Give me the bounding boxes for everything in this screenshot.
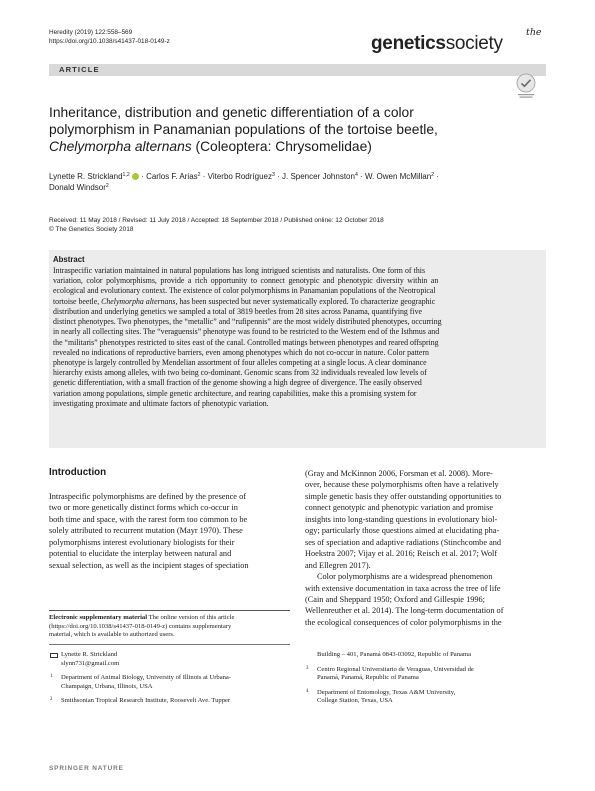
abstract-line: genetic differentiation, with a small fraction of the genome showing a high degree of divergence. The easily observed xyxy=(53,378,422,388)
body-line: potential to elucidate the interplay between natural and xyxy=(49,549,232,559)
author-affil-marker: 1,2 xyxy=(122,172,130,178)
body-line: polymorphisms interest evolutionary biologists for their xyxy=(49,537,235,547)
author-separator: · xyxy=(200,172,208,181)
abstract-line: the “militaris” phenotypes restricted to sites east of the canal. Controlled matings between phenotypes and reared offspring xyxy=(53,337,439,347)
abstract-line: ecological and evolutionary context. The existence of color polymorphisms in Panamanian populations of the Neotropical xyxy=(53,286,436,296)
body-line: over, because these polymorphisms often have a relatively xyxy=(305,480,499,490)
article-type-label: ARTICLE xyxy=(59,65,100,74)
abstract-line: phenotype is largely controlled by Mendelian assortment of four alleles competing at a single locus. A clear dominance xyxy=(53,357,427,367)
body-line: with extensive documentation in taxa across the tree of life xyxy=(305,583,501,593)
author-list xyxy=(49,172,549,193)
abstract-heading: Abstract xyxy=(53,255,85,264)
orcid-icon[interactable] xyxy=(132,173,139,180)
body-line: (Gray and McKinnon 2006, Forsman et al. 2008). More- xyxy=(305,469,493,478)
affiliation-text: Panamá, Panamá, Republic of Panama xyxy=(317,674,419,682)
introduction-heading: Introduction xyxy=(49,467,107,478)
affiliation-text: Champaign, Urbana, Illinois, USA xyxy=(61,682,153,690)
affiliation-number: 2 xyxy=(50,697,53,703)
abstract-line-end: , has been suspected but never systematically explored. To characterize geographic xyxy=(175,296,436,306)
article-title xyxy=(49,104,529,156)
author-affil-marker: 2 xyxy=(105,182,109,189)
author-name[interactable]: W. Owen McMillan xyxy=(364,172,432,181)
copyright-line: © The Genetics Society 2018 xyxy=(49,226,134,233)
affiliation-text: Smithsonian Tropical Research Institute, Roosevelt Ave. Tupper xyxy=(61,697,231,705)
affiliation-text: Department of Animal Biology, University of Illinois at Urbana- xyxy=(61,674,232,682)
check-for-updates-icon xyxy=(515,73,537,99)
body-line: and Ellegren 2017). xyxy=(305,560,371,570)
affiliation-text: Building – 401, Panamá 0843-03092, Republic of Panama xyxy=(317,651,472,658)
title-line-1: Inheritance, distribution and genetic differentiation of a color xyxy=(49,105,414,120)
author-separator: · xyxy=(357,172,365,181)
body-line: ogy; particularly those questions aimed at elucidating pha- xyxy=(305,526,500,536)
affiliation-number: 1 xyxy=(50,674,53,680)
author-name[interactable]: Carlos F. Arias xyxy=(146,172,198,181)
author-name[interactable]: Viterbo Rodríguez xyxy=(207,172,272,181)
author-affil-marker: 4 xyxy=(354,172,358,178)
abstract-line: variation among populations, simple genetic architecture, and rearing capabilities, make this a promising system for xyxy=(53,388,417,398)
title-line-3 xyxy=(49,138,529,155)
author-affil-marker: 2 xyxy=(431,172,435,178)
intro-left-column xyxy=(49,491,290,571)
abstract-line: distinct phenotypes. Two phenotypes, the “metallic” and “rufipennis” are the most widely distributed phenotypes, occurring xyxy=(53,317,442,327)
abstract-line: in nearly all collecting sites. The “veraguensis” phenotype was found to be restricted to the Western end of the Isthmus and xyxy=(53,327,440,337)
publication-dates xyxy=(49,216,549,234)
intro-right-column xyxy=(305,468,548,628)
footnote-divider xyxy=(49,610,290,611)
author-name[interactable]: Lynette R. Strickland xyxy=(49,172,123,181)
body-line: sexual selection, as well as the incipient stages of speciation xyxy=(49,560,249,570)
body-line: simple genetic basis they offer outstanding opportunities to xyxy=(305,491,502,501)
esm-doi-link[interactable]: (https://doi.org/10.1038/s41437-018-0149-z) contains supplementary xyxy=(49,622,232,630)
author-affil-marker: 2 xyxy=(197,172,201,178)
abstract-line: hierarchy exists among alleles, with two being co-dominant. Genomic scans from 32 individuals revealed low levels of xyxy=(53,368,427,378)
article-type-bar xyxy=(49,64,546,76)
abstract-text xyxy=(53,266,542,409)
body-line: solely attributed to recurrent mutation (Mayr 1970). These xyxy=(49,526,243,536)
author-affil-marker: 3 xyxy=(272,172,275,178)
abstract-species-name: Chelymorpha alternans xyxy=(101,296,176,306)
affiliation-text: College Station, Texas, USA xyxy=(317,697,393,705)
correspondence-block xyxy=(49,651,290,706)
publisher-logo: SPRINGER NATURE xyxy=(49,765,124,772)
esm-text: The online version of this article xyxy=(147,614,235,621)
logo-the: the xyxy=(526,27,542,38)
abstract-line: revealed no indications of reproductive barriers, even among phenotypes which do not co-occur in nature. Color pattern xyxy=(53,347,429,357)
abstract-line-start: tortoise beetle, xyxy=(53,296,102,306)
abstract-line: Intraspecific variation maintained in natural populations has long intrigued scientists and naturalists. One form of this xyxy=(53,266,426,275)
check-for-updates-badge[interactable] xyxy=(515,73,537,99)
abstract-line: investigating proximate and ultimate factors of phenotypic variation. xyxy=(53,398,269,408)
title-line-2: polymorphism in Panamanian populations of the tortoise beetle, xyxy=(49,122,438,138)
affiliation-text: Centro Regional Universitario de Veraguas, Universidad de xyxy=(317,665,474,673)
author-name[interactable]: J. Spencer Johnston xyxy=(282,172,355,181)
abstract-line: variation, color polymorphisms, provide a rich opportunity to connect genotypic and phenotypic diversity within an xyxy=(53,276,439,286)
author-separator: · xyxy=(274,172,282,181)
body-line: two or more genetically distinct forms which co-occur in xyxy=(49,503,238,513)
footnote-divider xyxy=(49,644,290,645)
supplementary-note xyxy=(49,614,290,640)
body-line: Hoekstra 2007; Vijay et al. 2016; Reisch et al. 2017; Wolf xyxy=(305,549,498,559)
body-line: ses of speciation and adaptive radiations (Stinchcombe and xyxy=(305,537,502,547)
corresponding-email[interactable]: slynn731@gmail.com xyxy=(61,659,120,667)
title-species-name: Chelymorpha alternans xyxy=(49,139,192,155)
body-line: the ecological consequences of color polymorphisms in the xyxy=(305,617,502,627)
logo-wordmark xyxy=(371,33,503,55)
doi-link[interactable]: https://doi.org/10.1038/s41437-018-0149-z xyxy=(49,37,170,45)
body-line: both time and space, with the rarest form too common to be xyxy=(49,514,248,524)
history-dates: Received: 11 May 2018 / Revised: 11 July 2018 / Accepted: 18 September 2018 / Published online: 12 October 2018 xyxy=(49,217,384,224)
logo-genetics: genetics xyxy=(371,33,446,54)
body-line: (Cain and Sheppard 1950; Oxford and Gillespie 1996; xyxy=(305,594,485,604)
affiliation-text: Department of Entomology, Texas A&M University, xyxy=(317,688,456,696)
affiliation-number: 4 xyxy=(306,688,309,694)
title-line-3-rest: (Coleoptera: Chrysomelidae) xyxy=(191,139,372,155)
body-line: insights into long-standing questions in evolutionary biol- xyxy=(305,514,498,524)
abstract-line xyxy=(53,297,542,307)
body-line: Intraspecific polymorphisms are defined by the presence of xyxy=(49,492,246,501)
body-line: Wellenreuther et al. 2014). The long-term documentation of xyxy=(305,606,504,616)
body-line: Color polymorphisms are a widespread phenomenon xyxy=(317,572,493,582)
body-line: connect genotypic and phenotypic variation and promise xyxy=(305,503,494,513)
affiliation-block-right xyxy=(305,651,548,706)
author-separator: · xyxy=(138,172,147,181)
esm-label: Electronic supplementary material xyxy=(49,614,148,621)
esm-text: material, which is available to authorized users. xyxy=(49,631,175,639)
corresponding-author-name: Lynette R. Strickland xyxy=(61,651,118,658)
envelope-icon xyxy=(50,653,58,659)
abstract-line: distribution and underlying genetics we sampled a total of 3819 beetles from 28 sites across Panama, quantifying five xyxy=(53,306,423,316)
author-separator: · xyxy=(434,172,439,181)
author-name[interactable]: Donald Windsor xyxy=(49,182,106,192)
journal-citation: Heredity (2019) 122:558–569 xyxy=(49,29,133,36)
logo-society: society xyxy=(445,33,503,54)
affiliation-number: 3 xyxy=(306,665,309,671)
